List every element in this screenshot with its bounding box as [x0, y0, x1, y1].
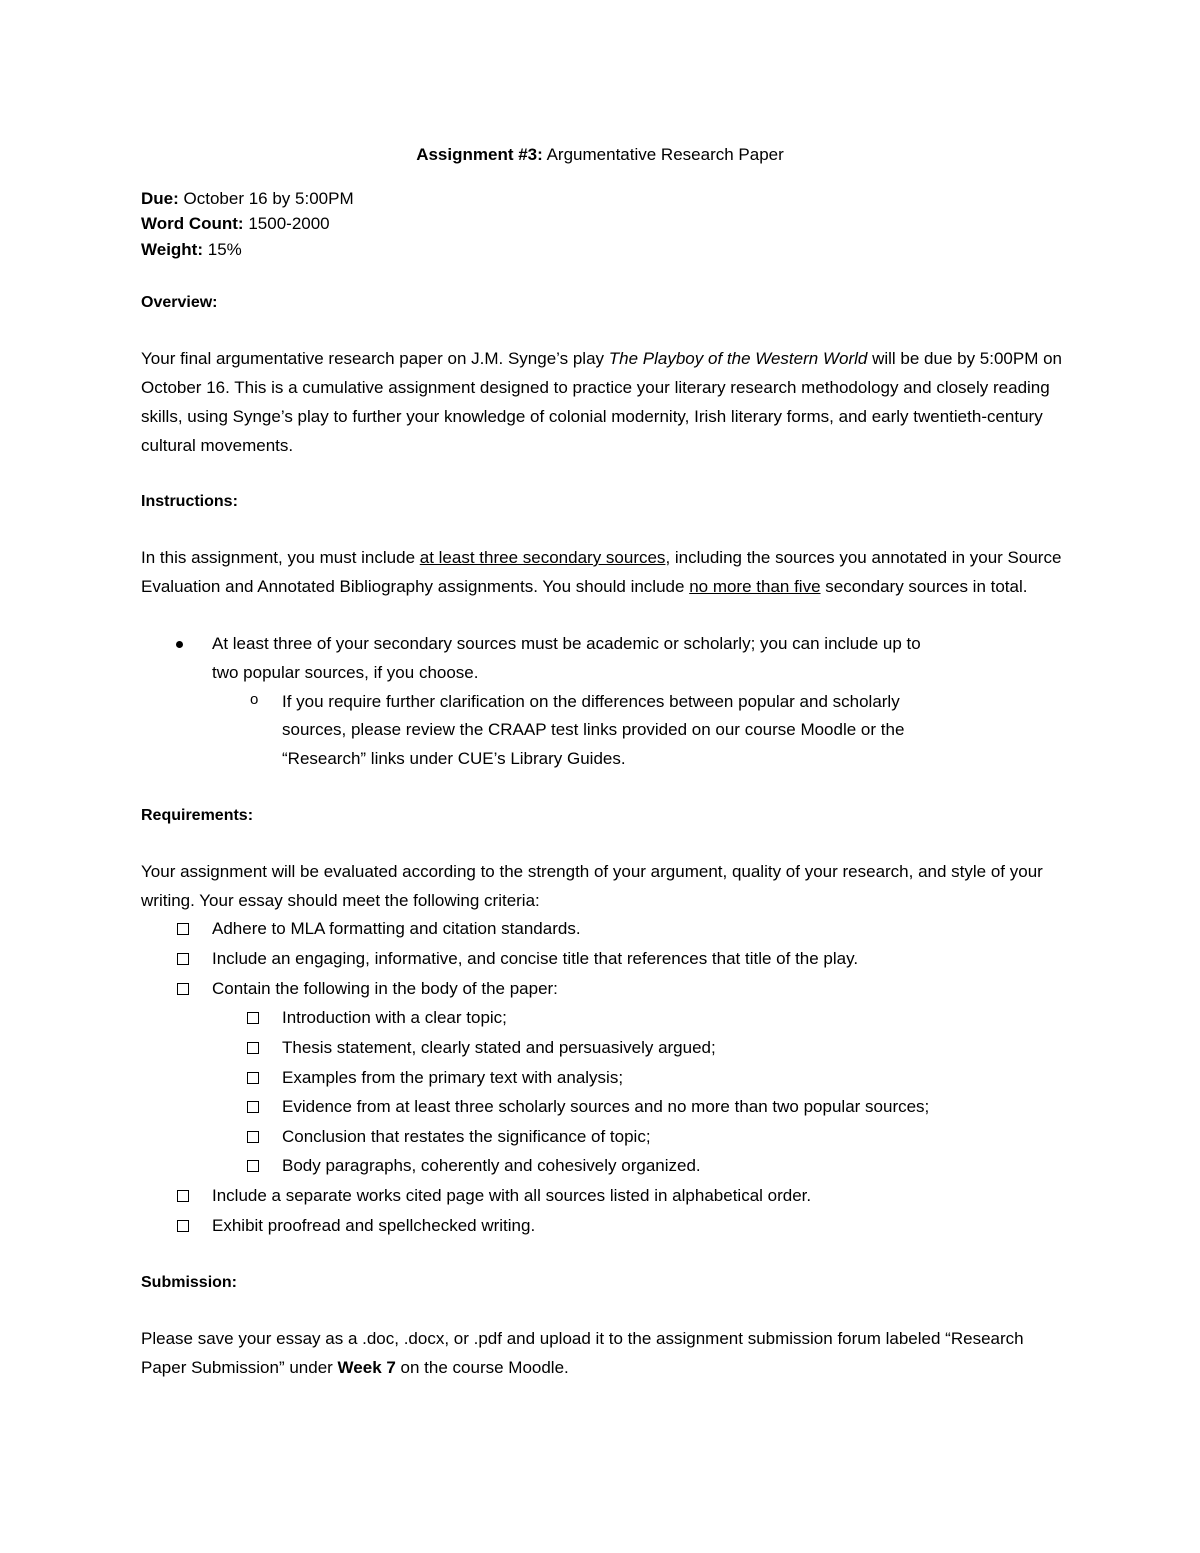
checkbox-icon	[177, 1190, 189, 1202]
requirement-item: Exhibit proofread and spellchecked writing.	[212, 1216, 536, 1235]
requirement-sub-item: Thesis statement, clearly stated and persuasively argued;	[282, 1038, 716, 1057]
checkbox-icon	[177, 953, 189, 965]
due-line: Due: October 16 by 5:00PM	[141, 189, 354, 208]
overview-heading: Overview:	[141, 294, 218, 311]
checkbox-icon	[177, 1220, 189, 1232]
weight-line: Weight: 15%	[141, 240, 242, 259]
requirement-sub-item: Conclusion that restates the significance of topic;	[282, 1127, 651, 1146]
requirement-sub-item: Body paragraphs, coherently and cohesively organized.	[282, 1156, 701, 1175]
requirement-item: Contain the following in the body of the paper:	[212, 979, 558, 998]
requirements-paragraph: Your assignment will be evaluated according to the strength of your argument, quality of your research, and style of your writing. Your essay should meet the following criteria:	[141, 862, 1043, 910]
checkbox-icon	[177, 923, 189, 935]
sub-bullet-icon: o	[250, 691, 259, 708]
instructions-paragraph: In this assignment, you must include at least three secondary sources, including the sources you annotated in your Source Evaluation and Annotated Bibliography assignments. You should include no more than five secondary sources in total.	[141, 548, 1062, 596]
sub-bullet-line-3: “Research” links under CUE’s Library Guides.	[282, 749, 626, 768]
checkbox-icon	[177, 983, 189, 995]
requirement-item: Include an engaging, informative, and concise title that references that title of the play.	[212, 949, 859, 968]
bullet-line-2: two popular sources, if you choose.	[212, 663, 479, 682]
word-count-line: Word Count: 1500-2000	[141, 214, 330, 233]
requirement-sub-item: Introduction with a clear topic;	[282, 1008, 507, 1027]
checkbox-icon	[247, 1131, 259, 1143]
sub-bullet-line-2: sources, please review the CRAAP test links provided on our course Moodle or the	[282, 720, 905, 739]
page-title	[0, 145, 1200, 165]
requirement-item: Include a separate works cited page with all sources listed in alphabetical order.	[212, 1186, 812, 1205]
instructions-heading: Instructions:	[141, 493, 238, 510]
submission-paragraph: Please save your essay as a .doc, .docx, or .pdf and upload it to the assignment submission forum labeled “Research Paper Submission” under Week 7 on the course Moodle.	[141, 1329, 1024, 1377]
submission-heading: Submission:	[141, 1274, 238, 1291]
requirement-item: Adhere to MLA formatting and citation standards.	[212, 919, 581, 938]
checkbox-icon	[247, 1012, 259, 1024]
requirements-heading: Requirements:	[141, 807, 254, 824]
bullet-line-1: At least three of your secondary sources must be academic or scholarly; you can include up to	[212, 634, 921, 653]
title-rest: Argumentative Research Paper	[546, 145, 784, 164]
checkbox-icon	[247, 1160, 259, 1172]
overview-paragraph: Your final argumentative research paper on J.M. Synge’s play The Playboy of the Western World will be due by 5:00PM on October 16. This is a cumulative assignment designed to practice your literary research methodology and closely reading skills, using Synge’s play to further your knowledge of colonial modernity, Irish literary forms, and early twentieth-century cultural movements.	[141, 349, 1063, 455]
bullet-icon	[176, 641, 183, 648]
requirement-sub-item: Examples from the primary text with analysis;	[282, 1068, 624, 1087]
title-bold: Assignment #3:	[416, 145, 543, 164]
checkbox-icon	[247, 1072, 259, 1084]
sub-bullet-line-1: If you require further clarification on the differences between popular and scholarly	[282, 692, 900, 711]
checkbox-icon	[247, 1101, 259, 1113]
requirement-sub-item: Evidence from at least three scholarly sources and no more than two popular sources;	[282, 1097, 930, 1116]
checkbox-icon	[247, 1042, 259, 1054]
